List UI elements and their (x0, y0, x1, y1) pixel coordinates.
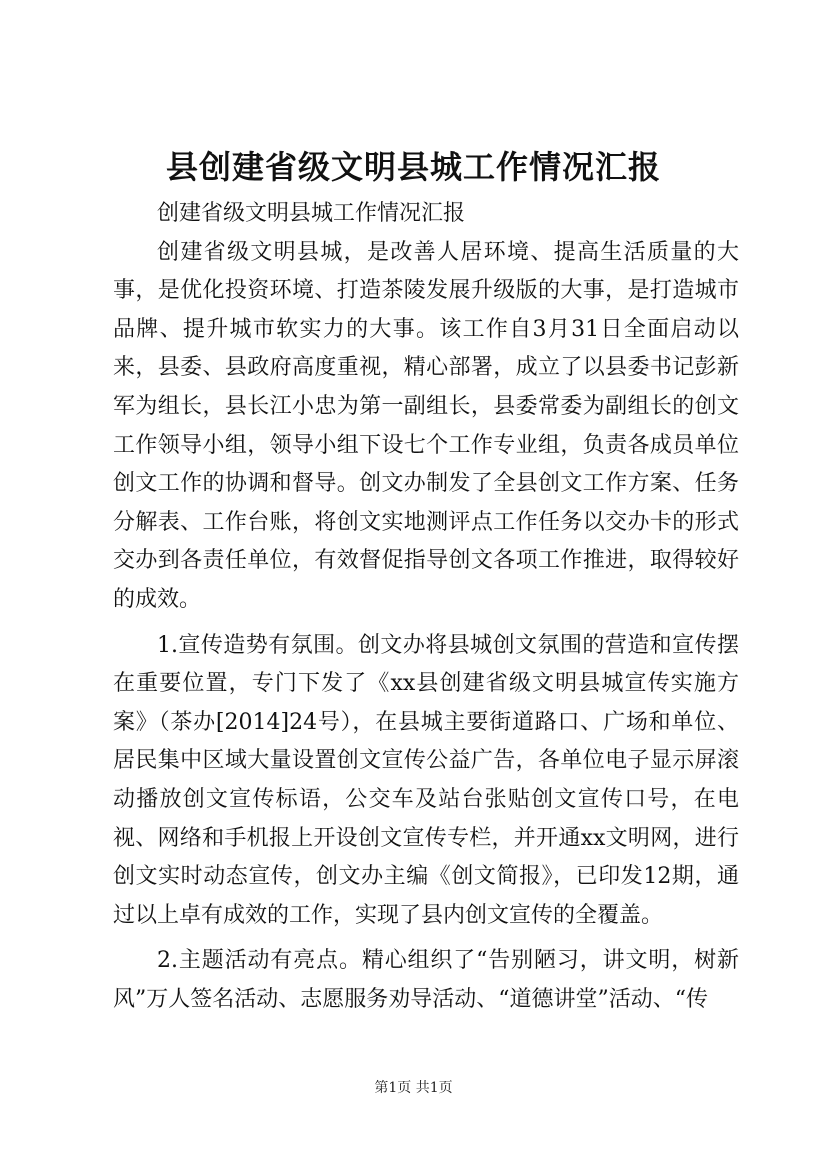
document-body (113, 195, 739, 1026)
document-title: 县创建省级文明县城工作情况汇报 (165, 148, 661, 186)
intro-paragraph: 创建省级文明县城，是改善人居环境、提高生活质量的大事，是优化投资环境、打造茶陵发展升级版的大事，是打造城市品牌、提升城市软实力的大事。该工作自3月31日全面启动以来，县委、县政府高度重视，精心部署，成立了以县委书记彭新军为组长，县长江小忠为第一副组长，县委常委为副组长的创文工作领导小组，领导小组下设七个工作专业组，负责各成员单位创文工作的协调和督导。创文办制发了全县创文工作方案、任务分解表、工作台账，将创文实地测评点工作任务以交办卡的形式交办到各责任单位，有效督促指导创文各项工作推进，取得较好的成效。 (113, 239, 739, 612)
section-2-paragraph: 2.主题活动有亮点。精心组织了“告别陋习，讲文明，树新风”万人签名活动、志愿服务劝导活动、“道德讲堂”活动、“传 (113, 948, 739, 1012)
page-number-footer: 第1页 共1页 (374, 1080, 453, 1096)
subtitle-paragraph: 创建省级文明县城工作情况汇报 (157, 201, 466, 226)
section-1-paragraph: 1.宣传造势有氛围。创文办将县城创文氛围的营造和宣传摆在重要位置，专门下发了《xx县创建省级文明县城宣传实施方案》（茶办[2014]24号），在县城主要街道路口、广场和单位、居民集中区域大量设置创文宣传公益广告，各单位电子显示屏滚动播放创文宣传标语，公交车及站台张贴创文宣传口号，在电视、网络和手机报上开设创文宣传专栏，并开通xx文明网，进行创文实时动态宣传，创文办主编《创文简报》，已印发12期，通过以上卓有成效的工作，实现了县内创文宣传的全覆盖。 (113, 632, 739, 928)
